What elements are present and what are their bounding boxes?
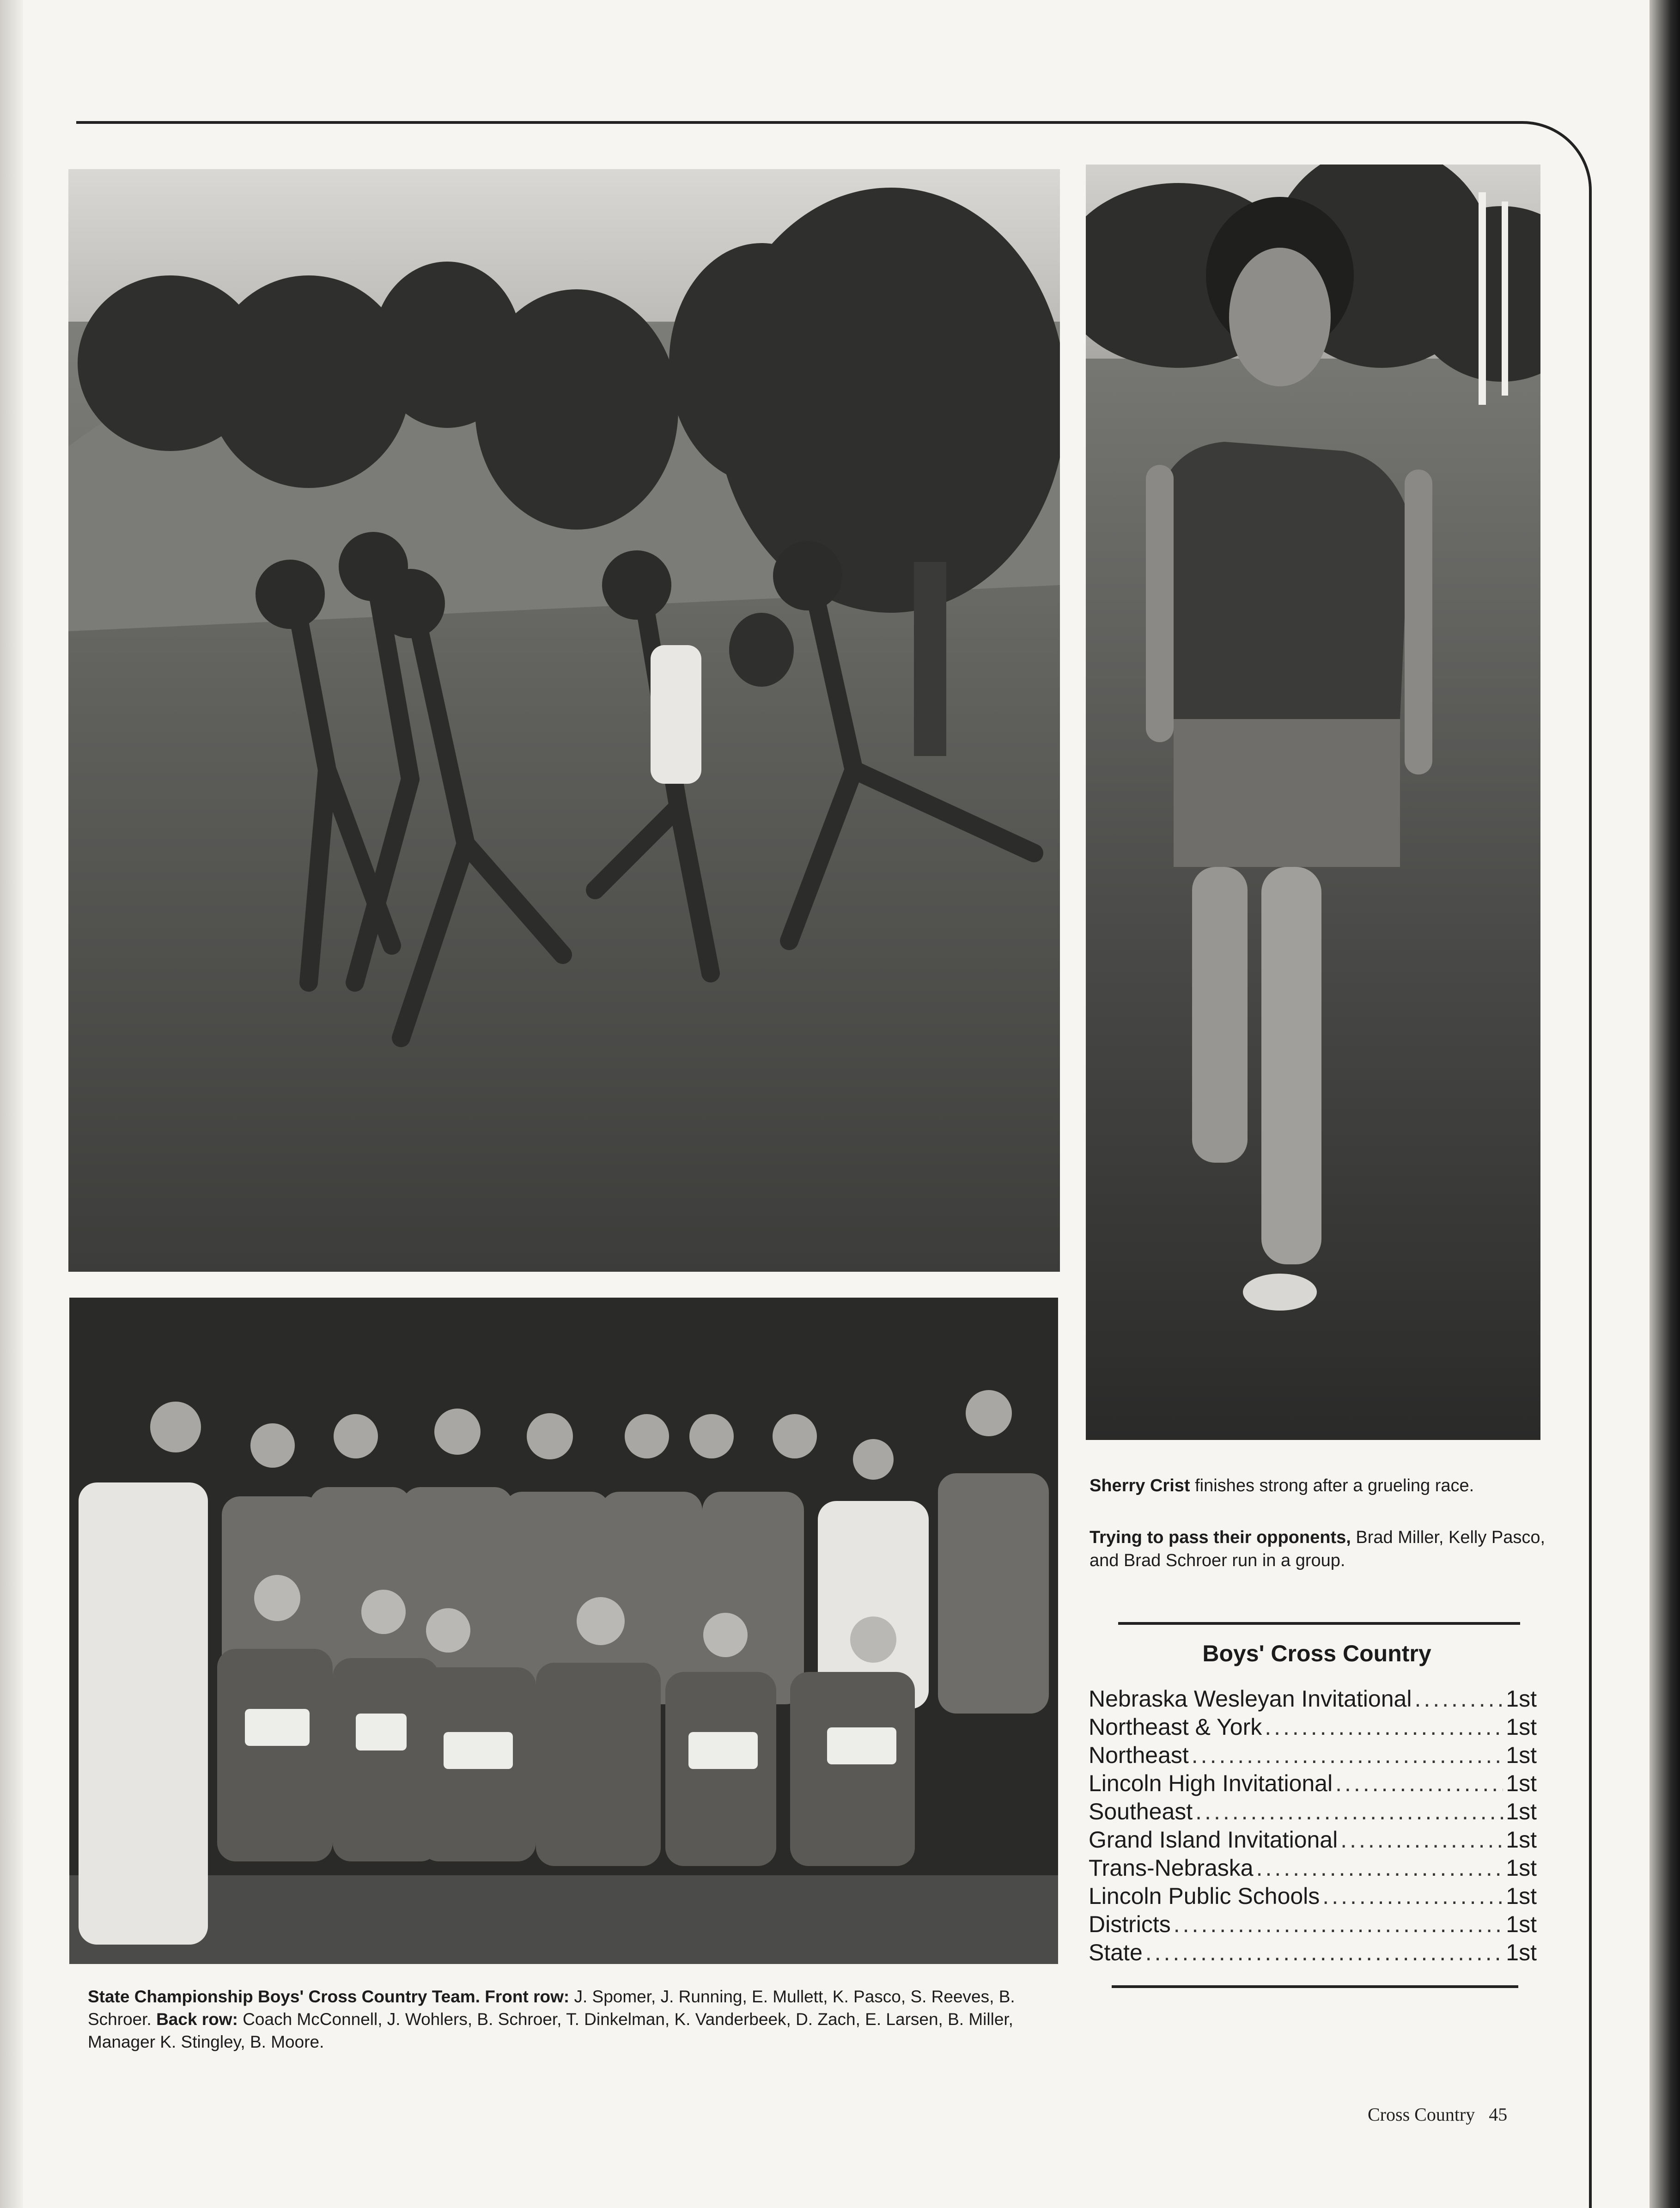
section-name: Cross Country [1368,2104,1475,2125]
leader-dots [1414,1685,1503,1713]
page-footer [1368,2104,1507,2125]
results-rule-top [1118,1622,1520,1625]
back-row-names: Coach McConnell, J. Wohlers, B. Schroer, T. Dinkelman, K. Vanderbeek, D. Zach, E. Larsen, B. Miller, Manager K. Stingley, B. Moore. [88,2010,1013,2051]
result-event: Southeast [1089,1799,1193,1824]
sherry-crist-caption [1090,1474,1552,1497]
result-row [1089,1939,1537,1967]
sherry-crist-photo [1086,165,1540,1440]
page-number: 45 [1489,2104,1508,2125]
result-event: State [1089,1940,1143,1965]
result-event: Lincoln Public Schools [1089,1883,1320,1909]
leader-dots [1174,1910,1503,1939]
result-place: 1st [1506,1742,1537,1768]
result-event: Northeast & York [1089,1714,1262,1740]
result-event: Nebraska Wesleyan Invitational [1089,1686,1412,1712]
result-place: 1st [1506,1911,1537,1937]
caption-lead: State Championship Boys' Cross Country Team. [88,1987,480,2006]
front-row-names: J. Spomer, J. Running, E. Mullett, K. Pasco, S. Reeves, B. Schroer. [88,1987,1015,2029]
caption-text: Brad Miller, Kelly Pasco, and Brad Schroer run in a group. [1090,1528,1546,1570]
frame-rule-top [76,121,1467,124]
result-row [1089,1854,1537,1882]
result-place: 1st [1506,1799,1537,1824]
result-place: 1st [1506,1855,1537,1881]
result-row [1089,1910,1537,1939]
leader-dots [1195,1798,1503,1826]
leader-dots [1322,1882,1503,1910]
result-place: 1st [1506,1686,1537,1712]
result-place: 1st [1506,1827,1537,1853]
page-gutter [0,0,23,2208]
caption-lead: Sherry Crist [1090,1476,1190,1495]
results-rule-bottom [1112,1985,1518,1988]
leader-dots [1256,1854,1503,1882]
caption-lead: Trying to pass their opponents, [1090,1528,1351,1547]
results-list [1089,1685,1537,1967]
book-edge [1650,0,1680,2208]
team-photo [69,1298,1058,1964]
result-place: 1st [1506,1940,1537,1965]
result-row [1089,1769,1537,1798]
result-event: Trans-Nebraska [1089,1855,1254,1881]
result-row [1089,1685,1537,1713]
team-caption [88,1985,1049,2053]
result-event: Grand Island Invitational [1089,1827,1338,1853]
result-event: Districts [1089,1911,1171,1937]
result-row [1089,1713,1537,1741]
results-title: Boys' Cross Country [1202,1641,1431,1666]
back-row-label: Back row: [151,2010,238,2029]
caption-text: finishes strong after a grueling race. [1190,1476,1474,1495]
leader-dots [1335,1769,1503,1798]
result-row [1089,1882,1537,1910]
leader-dots [1145,1939,1503,1967]
runners-photo [68,169,1060,1272]
leader-dots [1340,1826,1503,1854]
front-row-label: Front row: [480,1987,570,2006]
runners-caption [1090,1526,1552,1572]
leader-dots [1192,1741,1503,1769]
result-place: 1st [1506,1770,1537,1796]
result-place: 1st [1506,1883,1537,1909]
result-event: Lincoln High Invitational [1089,1770,1333,1796]
result-row [1089,1826,1537,1854]
result-place: 1st [1506,1714,1537,1740]
result-row [1089,1741,1537,1769]
result-event: Northeast [1089,1742,1189,1768]
result-row [1089,1798,1537,1826]
leader-dots [1265,1713,1503,1741]
